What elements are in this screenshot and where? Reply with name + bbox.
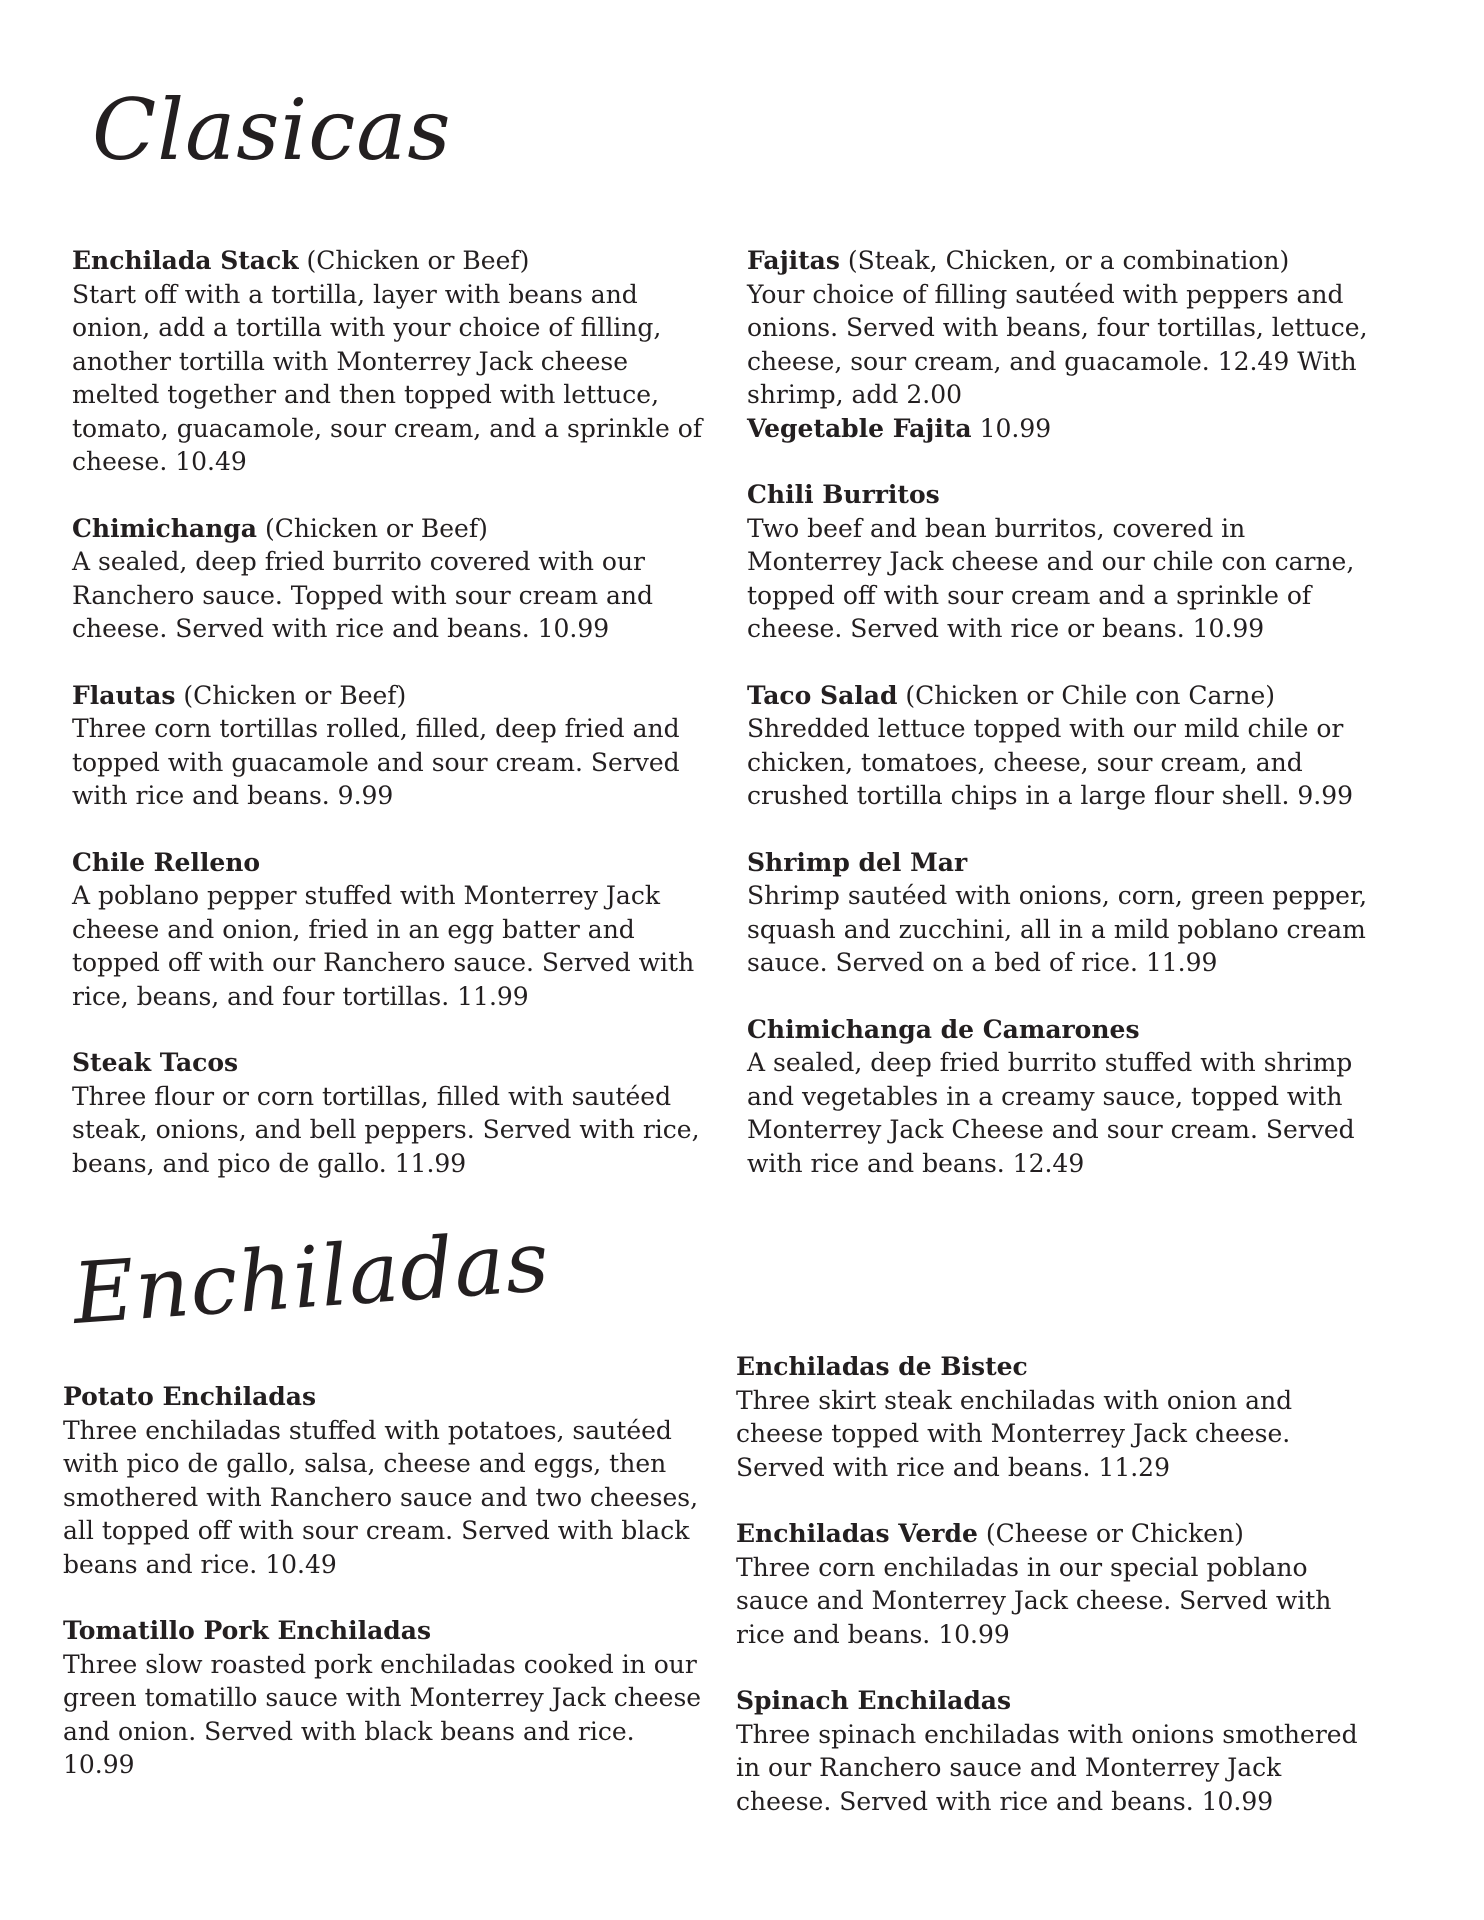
item-description: Start off with a tortilla, layer with beans and onion, add a tortilla with your choice of filling, another tortilla with Monterrey Jack cheese melted together and then topped with lettuce, tomato, guacamole, sour cream, and a sprinkle of cheese. <box>72 279 703 476</box>
item-sub-name: Vegetable Fajita <box>747 413 972 443</box>
item-name: Enchilada Stack <box>72 246 299 275</box>
item-qualifier: (Cheese or Chicken) <box>985 1519 1244 1548</box>
clasicas-heading: Clasicas <box>92 81 452 179</box>
item-description: Shredded lettuce topped with our mild chile or chicken, tomatoes, cheese, sour cream, and crushed tortilla chips in a large flour shell. <box>747 714 1344 810</box>
item-price: 9.99 <box>337 781 394 810</box>
item-price: 10.49 <box>175 447 247 476</box>
item-name: Shrimp del Mar <box>747 847 968 877</box>
menu-item <box>72 1046 712 1180</box>
item-price: 10.99 <box>938 1619 1010 1649</box>
menu-item <box>747 478 1387 646</box>
item-name: Fajitas <box>747 246 840 275</box>
item-price: 12.49 <box>1012 1148 1085 1178</box>
item-qualifier: (Steak, Chicken, or a combination) <box>847 246 1290 275</box>
item-name: Chile Relleno <box>72 847 261 877</box>
item-description: A sealed, deep fried burrito stuffed with shrimp and vegetables in a creamy sauce, topped with Monterrey Jack Cheese and sour cream. Served with rice and beans. <box>747 1048 1355 1178</box>
menu-item <box>72 244 712 479</box>
menu-item <box>747 1013 1387 1181</box>
item-price: 11.99 <box>457 981 529 1011</box>
item-name: Enchiladas de Bistec <box>736 1352 1028 1381</box>
item-price: 10.49 <box>265 1549 337 1579</box>
item-description: A poblano pepper stuffed with Monterrey Jack cheese and onion, fried in an egg batter and topped off with our Ranchero sauce. Served with rice, beans, and four tortillas. <box>72 881 695 1011</box>
item-description: Two beef and bean burritos, covered in Monterrey Jack cheese and our chile con carne, topped off with sour cream and a sprinkle of cheese. Served with rice or beans. <box>747 513 1355 643</box>
menu-item <box>747 679 1387 813</box>
item-name: Enchiladas Verde <box>736 1519 978 1548</box>
item-qualifier: (Chicken or Chile con Carne) <box>905 680 1276 710</box>
item-price: 11.99 <box>394 1148 467 1178</box>
item-name: Taco Salad <box>747 680 898 710</box>
item-price: 11.99 <box>1145 948 1218 977</box>
clasicas-left-column <box>72 244 712 1213</box>
item-price: 10.99 <box>1201 1786 1274 1816</box>
item-name: Steak Tacos <box>72 1048 239 1077</box>
item-description: Three corn tortillas rolled, filled, deep fried and topped with guacamole and sour cream. Served with rice and beans. <box>72 714 680 810</box>
item-description: Three corn enchiladas in our special poblano sauce and Monterrey Jack cheese. Served with rice and beans. <box>736 1552 1332 1649</box>
item-qualifier: (Chicken or Beef) <box>264 513 488 543</box>
item-qualifier: (Chicken or Beef) <box>306 246 530 275</box>
item-price: 12.49 <box>1217 346 1290 376</box>
item-name: Chimichanga de Camarones <box>747 1014 1140 1044</box>
item-price: 11.29 <box>1098 1452 1170 1482</box>
item-name: Chili Burritos <box>747 480 940 509</box>
item-name: Potato Enchiladas <box>63 1382 317 1411</box>
clasicas-right-column <box>747 244 1387 1213</box>
item-extra: With shrimp, add 2.00 <box>747 346 1357 409</box>
item-name: Spinach Enchiladas <box>736 1686 1012 1715</box>
item-price: 9.99 <box>1297 781 1354 810</box>
item-name: Flautas <box>72 680 176 710</box>
item-description: Shrimp sautéed with onions, corn, green pepper, squash and zucchini, all in a mild poblano cream sauce. Served on a bed of rice. <box>747 881 1368 977</box>
item-name: Tomatillo Pork Enchiladas <box>63 1616 432 1645</box>
menu-item <box>747 244 1387 445</box>
item-description: Three skirt steak enchiladas with onion and cheese topped with Monterrey Jack cheese. Served with rice and beans. <box>736 1385 1293 1482</box>
enchiladas-right-column <box>736 1350 1376 1851</box>
menu-item <box>736 1684 1376 1818</box>
item-description: A sealed, deep fried burrito covered with our Ranchero sauce. Topped with sour cream and cheese. Served with rice and beans. <box>72 547 653 643</box>
item-sub-price: 10.99 <box>979 413 1052 443</box>
item-description: Three enchiladas stuffed with potatoes, sautéed with pico de gallo, salsa, cheese and eggs, then smothered with Ranchero sauce and two cheeses, all topped off with sour cream. Served with black beans and rice. <box>63 1415 699 1579</box>
menu-item <box>63 1380 703 1581</box>
enchiladas-heading: Enchiladas <box>69 1211 553 1343</box>
item-description: Three flour or corn tortillas, filled with sautéed steak, onions, and bell peppers. Served with rice, beans, and pico de gallo. <box>72 1081 700 1178</box>
enchiladas-left-column <box>63 1380 703 1815</box>
item-description: Your choice of filling sautéed with peppers and onions. Served with beans, four tortillas, lettuce, cheese, sour cream, and guacamole. <box>747 279 1368 376</box>
item-price: 10.99 <box>63 1750 135 1779</box>
item-qualifier: (Chicken or Beef) <box>183 680 407 710</box>
item-name: Chimichanga <box>72 513 257 543</box>
menu-item <box>72 846 712 1014</box>
item-description: Three spinach enchiladas with onions smothered in our Ranchero sauce and Monterrey Jack cheese. Served with rice and beans. <box>736 1719 1358 1816</box>
menu-item <box>747 846 1387 980</box>
menu-item <box>72 512 712 646</box>
menu-item <box>72 679 712 813</box>
item-price: 10.99 <box>537 614 610 643</box>
menu-item <box>736 1350 1376 1484</box>
menu-item <box>736 1517 1376 1651</box>
item-description: Three slow roasted pork enchiladas cooked in our green tomatillo sauce with Monterrey Jack cheese and onion. Served with black beans and rice. <box>63 1649 702 1746</box>
item-price: 10.99 <box>1192 614 1265 643</box>
menu-item <box>63 1614 703 1782</box>
